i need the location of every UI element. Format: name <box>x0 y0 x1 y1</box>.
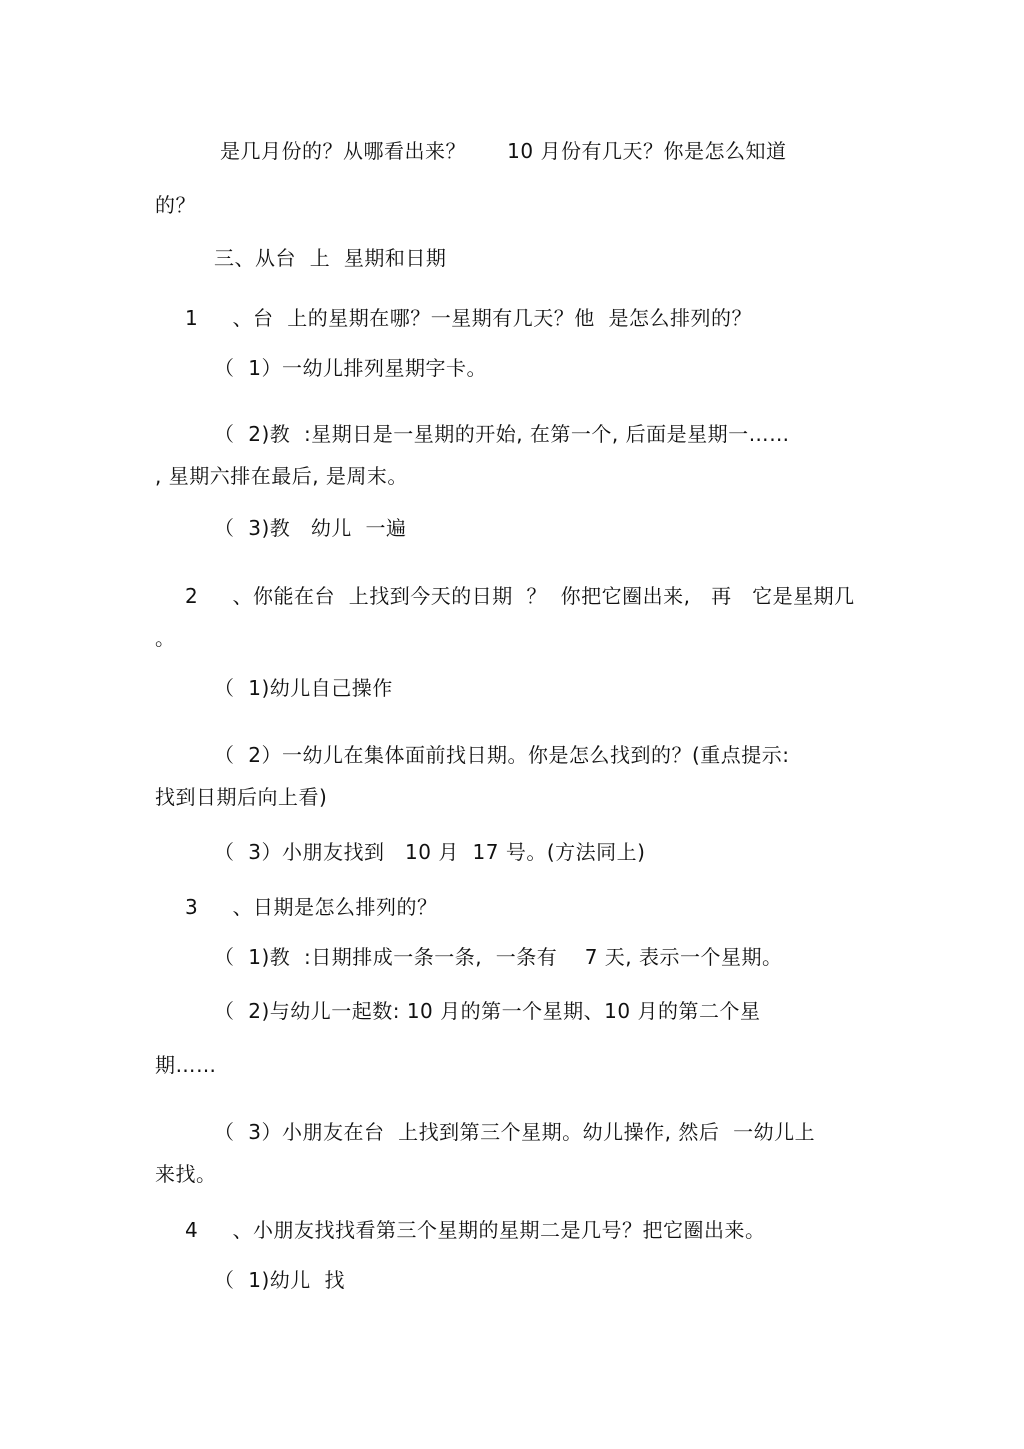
section-heading: 三、从台 上 星期和日期 <box>214 246 447 270</box>
text-line: （ 3)教 幼儿 一遍 <box>214 516 407 540</box>
text-line: （ 1)教 :日期排成一条一条, 一条有 7 天, 表示一个星期。 <box>214 945 783 969</box>
text-line: 4 、小朋友找找看第三个星期的星期二是几号？把它圈出来。 <box>185 1218 766 1242</box>
text-line: （ 3）小朋友在台 上找到第三个星期。幼儿操作, 然后 一幼儿上 <box>214 1120 816 1144</box>
text-line: （ 1)幼儿 找 <box>214 1268 345 1292</box>
text-line: 。 <box>155 626 176 650</box>
text-line: 期…… <box>155 1053 217 1077</box>
text-line: （ 1）一幼儿排列星期字卡。 <box>214 356 487 380</box>
text-line: 找到日期后向上看) <box>155 785 328 809</box>
text-line: （ 2)教 :星期日是一星期的开始, 在第一个, 后面是星期一…… <box>214 422 790 446</box>
text-line: 3 、日期是怎么排列的？ <box>185 895 438 919</box>
text-line: 2 、你能在台 上找到今天的日期 ？ 你把它圈出来, 再 它是星期几 <box>185 584 855 608</box>
text-line: （ 3）小朋友找到 10 月 17 号。(方法同上) <box>214 840 646 864</box>
text-line: （ 2）一幼儿在集体面前找日期。你是怎么找到的？(重点提示: <box>214 743 790 767</box>
text-line: （ 2)与幼儿一起数: 10 月的第一个星期、10 月的第二个星 <box>214 999 761 1023</box>
text-line: （ 1)幼儿自己操作 <box>214 676 393 700</box>
text-line: , 星期六排在最后, 是周末。 <box>155 464 408 488</box>
text-line: 是几月份的？从哪看出来？ 10 月份有几天？你是怎么知道 <box>220 139 787 163</box>
text-line: 的？ <box>155 193 196 217</box>
text-line: 来找。 <box>155 1162 217 1186</box>
text-line: 1 、台 上的星期在哪？一星期有几天？他 是怎么排列的？ <box>185 306 752 330</box>
